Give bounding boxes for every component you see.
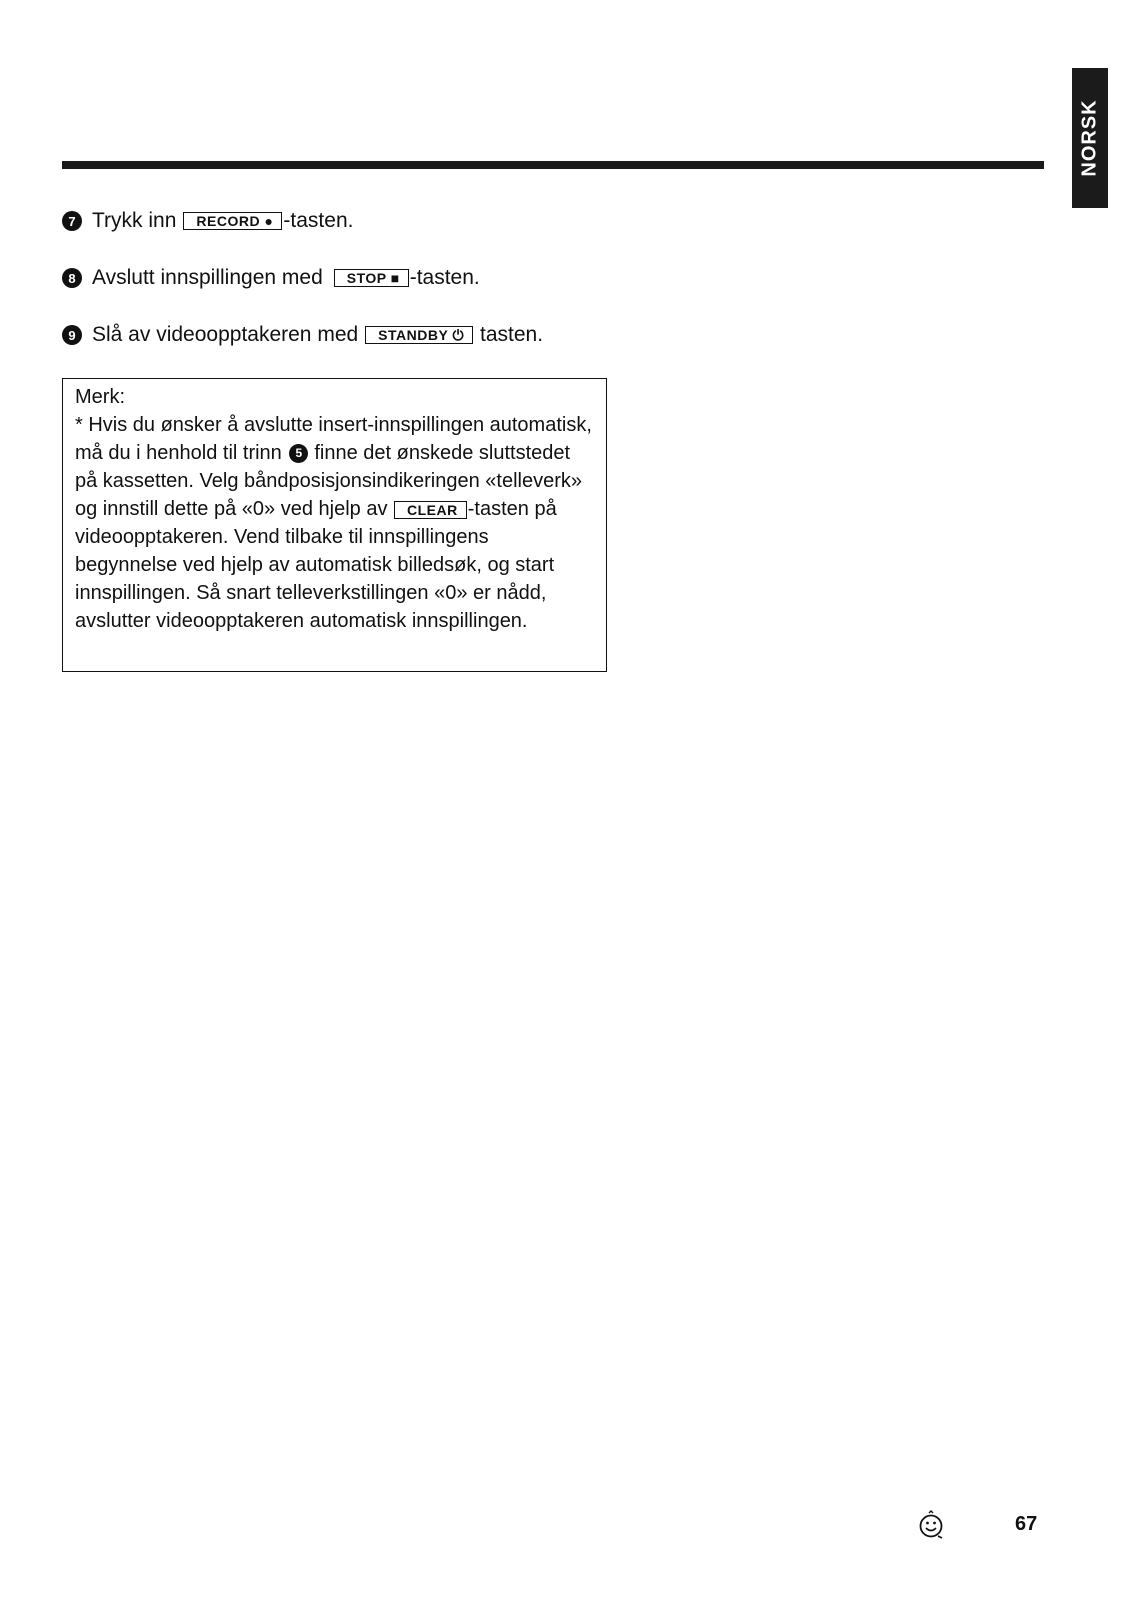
record-key: RECORD ● [183, 212, 282, 230]
step-7 [62, 205, 353, 237]
step-8-suffix: -tasten. [409, 266, 480, 289]
step-9-suffix: tasten. [480, 323, 544, 346]
step-7-text: Trykk inn [92, 209, 177, 232]
step-9-text: Slå av videoopptakeren med [92, 323, 359, 346]
note-text-2: finne det ønskede sluttstedet på kassetten. Velg båndposisjonsindikeringen «telleverk» og innstill dette på «0» ved hjelp av [75, 442, 583, 520]
clear-key: CLEAR [394, 501, 467, 519]
step-8-number: 8 [62, 268, 82, 288]
step-7-number: 7 [62, 211, 82, 231]
step-8 [62, 262, 480, 294]
section-rule [62, 161, 1044, 169]
note-heading: Merk: [75, 386, 125, 408]
note-text-3: -tasten på videoopptakeren. Vend tilbake til innspillingens begynnelse ved hjelp av automatisk billedsøk, og start innspillingen. Så snart telleverkstillingen «0» er nådd, avslutter videoopptakeren automatisk innspillingen. [75, 498, 557, 632]
note-step-ref: 5 [289, 444, 308, 463]
page-number: 67 [1015, 1513, 1038, 1535]
step-7-suffix: -tasten. [283, 209, 354, 232]
standby-key: STANDBY ⏻ [365, 326, 473, 344]
step-9 [62, 319, 543, 351]
note-body [75, 411, 596, 635]
language-tab-label: NORSK [1078, 99, 1101, 177]
step-9-number: 9 [62, 325, 82, 345]
step-8-text: Avslutt innspillingen med [92, 266, 323, 289]
note-box [62, 378, 607, 672]
stop-key: STOP ■ [334, 269, 409, 287]
philips-shield-logo-icon [916, 1510, 946, 1540]
language-tab [1072, 68, 1108, 208]
note-text-1: * Hvis du ønsker å avslutte insert-innspillingen automatisk, må du i henhold til trinn [75, 414, 592, 464]
